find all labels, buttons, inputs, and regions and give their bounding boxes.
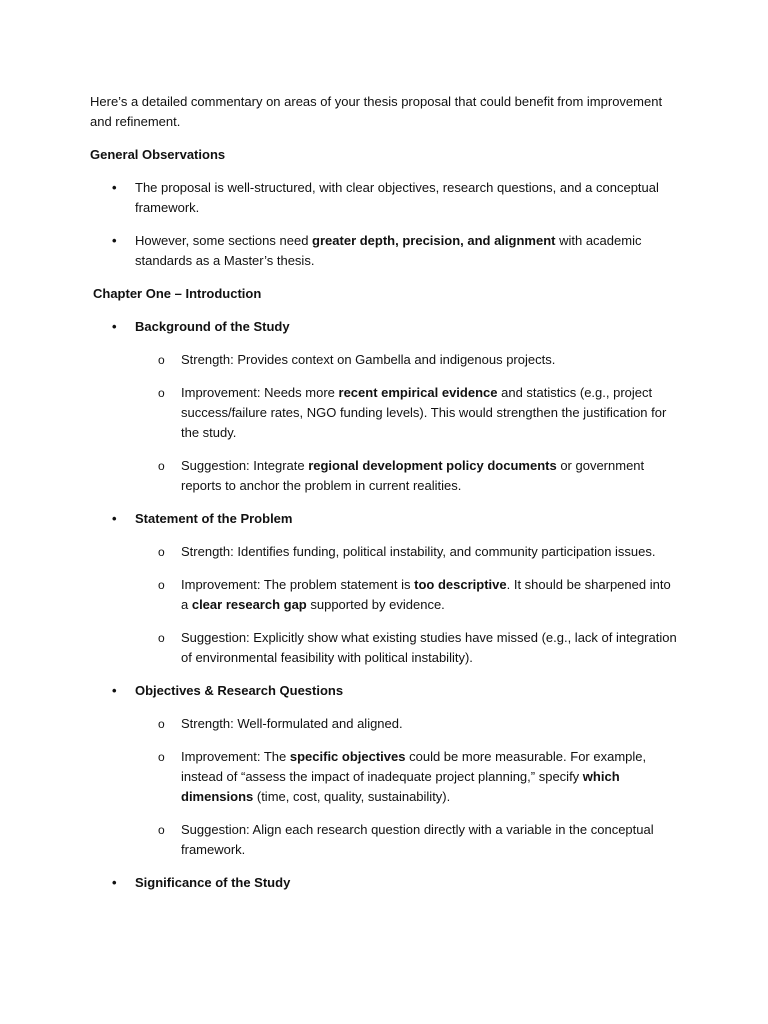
- text-run: with academic standards as a Master’s thesis.: [135, 233, 642, 268]
- text-run: . It should be sharpened into a: [181, 577, 671, 612]
- text-run: or government reports to anchor the problem in current realities.: [181, 458, 645, 493]
- background-strength: Strength: Provides context on Gambella and indigenous projects.: [181, 352, 556, 367]
- bullet-marker: •: [112, 875, 117, 890]
- background-heading: Background of the Study: [135, 319, 290, 334]
- bold-phrase: regional development policy documents: [308, 458, 557, 473]
- text-run: Suggestion: Integrate: [181, 458, 309, 473]
- text-run: Improvement: Needs more: [181, 385, 339, 400]
- sub-bullet-marker: o: [158, 386, 165, 400]
- sub-bullet-marker: o: [158, 717, 165, 731]
- text-run: Improvement: The: [181, 749, 290, 764]
- objectives-heading: Objectives & Research Questions: [135, 683, 344, 698]
- problem-strength: Strength: Identifies funding, political instability, and community participation issues.: [181, 544, 656, 559]
- problem-improvement: [181, 575, 681, 615]
- bullet-marker: •: [112, 180, 117, 195]
- problem-suggestion: Suggestion: Explicitly show what existing studies have missed (e.g., lack of integration of environmental feasibility with political instability).: [181, 630, 677, 665]
- bold-phrase: recent empirical evidence: [338, 385, 498, 400]
- bullet-marker: •: [112, 233, 117, 248]
- sub-bullet-marker: o: [158, 545, 165, 559]
- sub-bullet-marker: o: [158, 823, 165, 837]
- bullet-marker: •: [112, 683, 117, 698]
- bold-phrase: specific objectives: [289, 749, 406, 764]
- general-bullet-depth: [135, 231, 683, 271]
- intro-paragraph: Here’s a detailed commentary on areas of your thesis proposal that could benefit from improvement and refinement.: [90, 94, 663, 129]
- sub-bullet-marker: o: [158, 750, 165, 764]
- text-run: could be more measurable. For example, instead of “assess the impact of inadequate project planning,” specify: [181, 749, 647, 784]
- text-run: However, some sections need: [135, 233, 313, 248]
- text-run: Improvement: The problem statement is: [181, 577, 415, 592]
- sub-bullet-marker: o: [158, 353, 165, 367]
- chapter-one-heading: Chapter One – Introduction: [93, 286, 262, 301]
- objectives-improvement: [181, 747, 681, 807]
- bold-phrase: which dimensions: [181, 769, 620, 804]
- background-suggestion: [181, 456, 681, 496]
- objectives-strength: Strength: Well-formulated and aligned.: [181, 716, 403, 731]
- sub-bullet-marker: o: [158, 578, 165, 592]
- objectives-suggestion: Suggestion: Align each research question directly with a variable in the conceptual framework.: [181, 822, 654, 857]
- sub-bullet-marker: o: [158, 459, 165, 473]
- bullet-marker: •: [112, 511, 117, 526]
- text-run: (time, cost, quality, sustainability).: [253, 789, 451, 804]
- significance-heading: Significance of the Study: [135, 875, 291, 890]
- bold-phrase: clear research gap: [191, 597, 307, 612]
- general-bullet-structure: The proposal is well-structured, with clear objectives, research questions, and a conceptual framework.: [135, 180, 659, 215]
- problem-heading: Statement of the Problem: [135, 511, 293, 526]
- bold-phrase: greater depth, precision, and alignment: [312, 233, 556, 248]
- bullet-marker: •: [112, 319, 117, 334]
- text-run: supported by evidence.: [306, 597, 445, 612]
- text-run: and statistics (e.g., project success/failure rates, NGO funding levels). This would strengthen the justification for the study.: [181, 385, 667, 440]
- sub-bullet-marker: o: [158, 631, 165, 645]
- background-improvement: [181, 383, 681, 443]
- bold-phrase: too descriptive: [414, 577, 507, 592]
- general-observations-heading: General Observations: [90, 147, 226, 162]
